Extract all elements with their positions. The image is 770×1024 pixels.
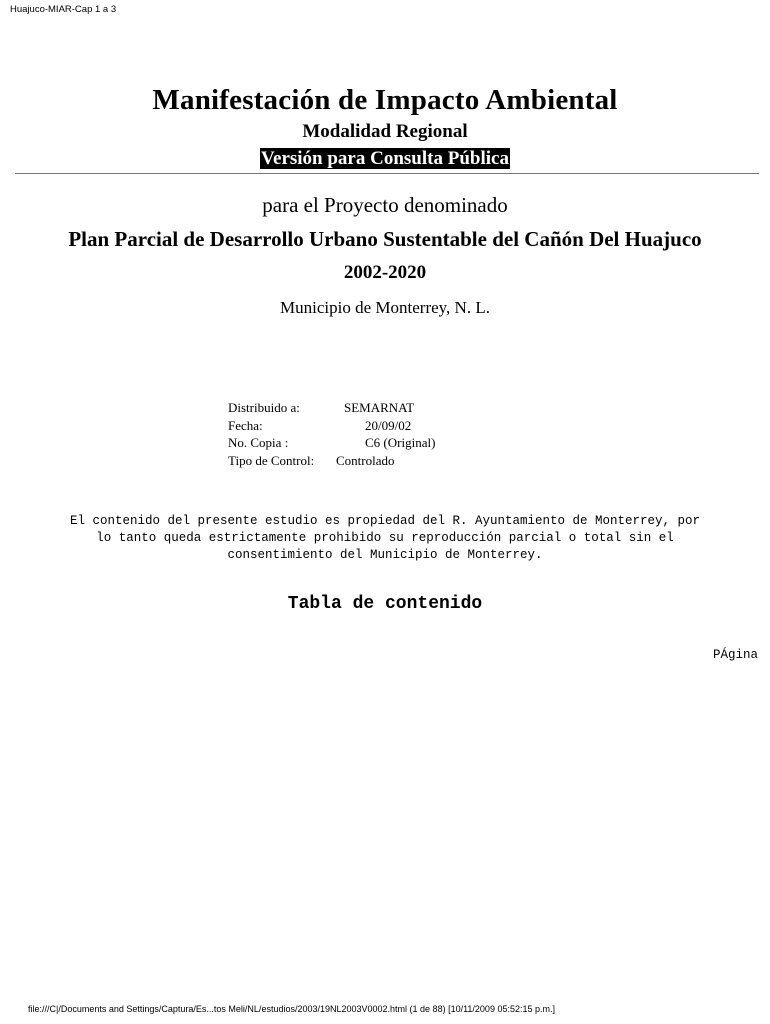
distribution-row — [228, 399, 488, 417]
notice-line: lo tanto queda estrictamente prohibido su reproducción parcial o total sin el — [96, 531, 674, 545]
distribution-row — [228, 452, 488, 470]
distribution-row — [228, 417, 488, 435]
project-years: 2002-2020 — [343, 262, 427, 283]
distribution-label: Fecha: — [228, 417, 263, 433]
document-title: Manifestación de Impacto Ambiental — [152, 84, 618, 116]
distribution-label: Distribuido a: — [228, 400, 300, 415]
distribution-label: No. Copia : — [228, 435, 289, 450]
distribution-value: C6 (Original) — [365, 435, 436, 450]
distribution-value: SEMARNAT — [344, 400, 415, 415]
page-footer-url: file:///C|/Documents and Settings/Captura/Es...tos Meli/NL/estudios/2003/19NL2003V0002.html (1 de 88) [10/11/2009 05:52:15 p.m.] — [28, 1004, 555, 1014]
header-divider — [15, 173, 759, 174]
distribution-block — [228, 399, 488, 469]
toc-page-header: PÁgina — [712, 648, 758, 662]
distribution-value: Controlado — [336, 452, 395, 468]
notice-line: El contenido del presente estudio es propiedad del R. Ayuntamiento de Monterrey, por — [69, 514, 701, 528]
notice-line: consentimiento del Municipio de Monterrey. — [227, 548, 543, 562]
distribution-value: 20/09/02 — [365, 417, 412, 433]
toc-title: Tabla de contenido — [287, 594, 483, 614]
copyright-notice — [0, 513, 770, 564]
version-label: Versión para Consulta Pública — [261, 148, 509, 169]
municipality: Municipio de Monterrey, N. L. — [280, 298, 490, 317]
project-name: Plan Parcial de Desarrollo Urbano Sustentable del Cañón Del Huajuco — [68, 227, 702, 251]
distribution-label: Tipo de Control: — [228, 452, 315, 468]
page-header-title: Huajuco-MIAR-Cap 1 a 3 — [10, 4, 117, 15]
project-intro: para el Proyecto denominado — [262, 193, 508, 217]
document-subtitle: Modalidad Regional — [302, 121, 468, 142]
version-banner — [0, 148, 770, 170]
distribution-row — [228, 434, 488, 452]
